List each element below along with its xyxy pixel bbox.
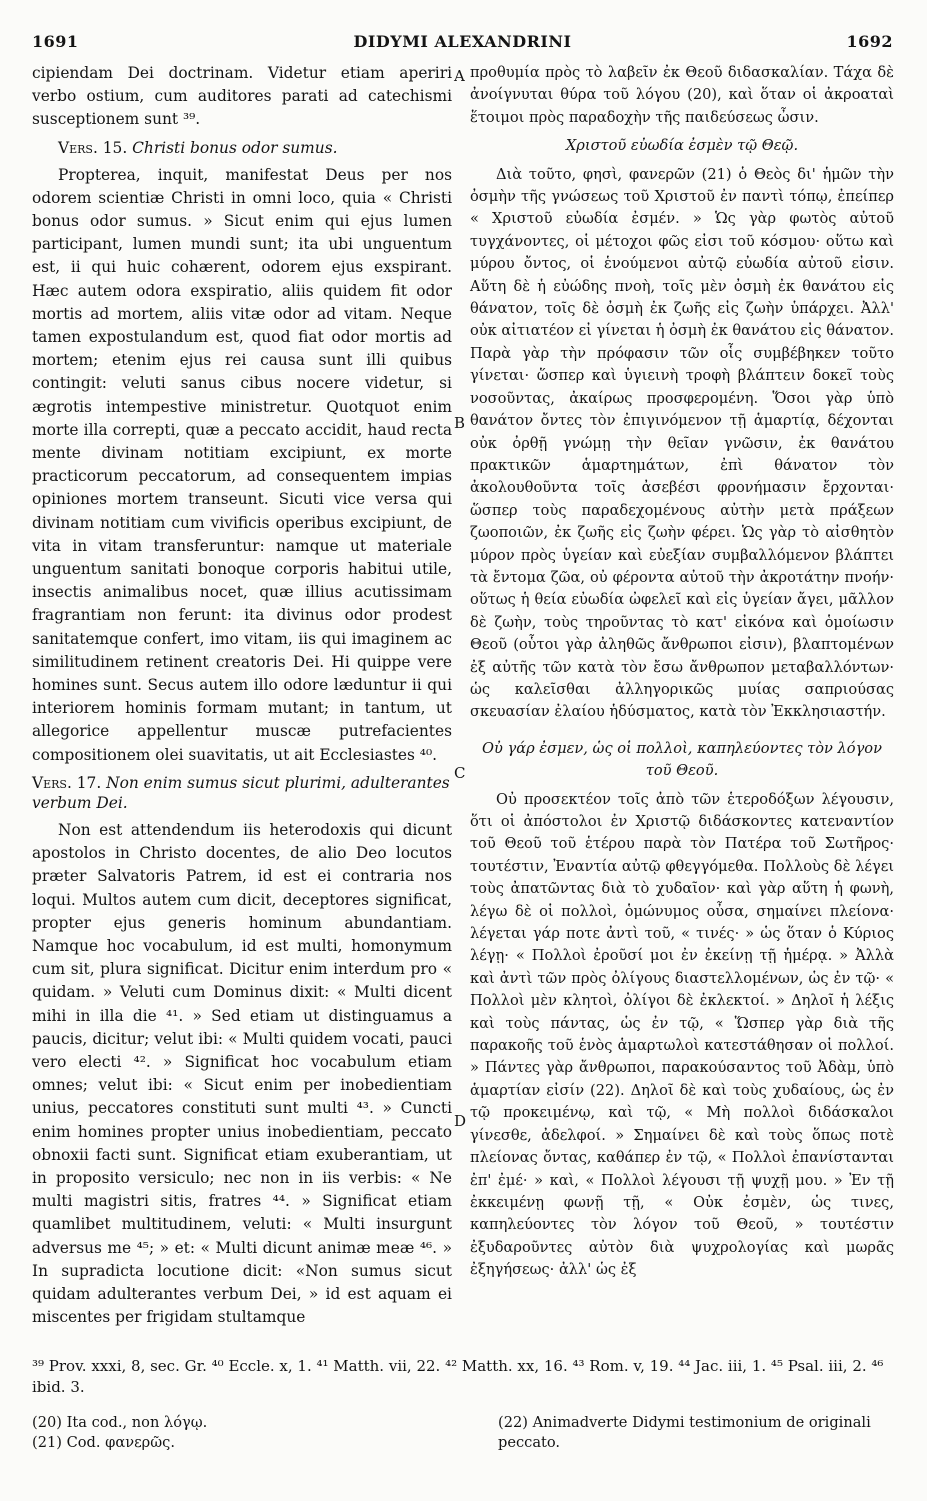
greek-paragraph-1: προθυμία πρὸς τὸ λαβεῖν ἐκ Θεοῦ διδασκαλίαν. Τάχα δὲ ἀνοίγνυται θύρα τοῦ λόγου (20), καὶ ὅταν οἱ ἀκροαταὶ ἕτοιμοι πρὸς παραδοχὴν τῆς παιδεύσεως ὦσιν. xyxy=(470,64,894,126)
page-number-left: 1691 xyxy=(32,32,79,51)
running-title: DIDYMI ALEXANDRINI xyxy=(353,32,572,51)
greek-paragraph-3: Οὐ προσεκτέον τοῖς ἀπὸ τῶν ἑτεροδόξων λέγουσιν, ὅτι οἱ ἀπόστολοι ἐν Χριστῷ διδάσκοντες κατεναντίον τοῦ Θεοῦ τοῦ ἑτέρου παρὰ τὸν Πατέρα τοῦ Σωτῆρος· τουτέστιν, Ἐναντία αὐτῷ φθεγγόμεθα. Πολλοὺς δὲ λέγει τοὺς ἀπατῶντας διὰ τὸ χυδαῖον· καὶ γὰρ αὕτη ἡ φωνὴ, λέγω δὲ οἱ πολλοὶ, ὁμώνυμος οὖσα, σημαίνει πλείονα· λέγεται γάρ ποτε ἀντὶ τοῦ, « τινές· » ὡς ὅταν ὁ Κύριος λέγῃ· « Πολλοὶ ἐροῦσί μοι ἐν ἐκείνῃ τῇ ἡμέρᾳ. » Ἀλλὰ καὶ ἀντὶ τῶν πρὸς ὀλίγους διαστελλομένων, ὡς ἐν τῷ· « Πολλοὶ μὲν κλητοὶ, ὀλίγοι δὲ ἐκλεκτοί. » Δηλοῖ ἡ λέξις καὶ τοὺς πάντας, ὡς ἐν τῷ, « Ὥσπερ γὰρ διὰ τῆς παρακοῆς τοῦ ἑνὸς ἁμαρτωλοὶ κατεστάθησαν οἱ πολλοί. » Πάντες γὰρ ἄνθρωποι, παρακούσαντος τοῦ Ἀδὰμ, ὑπὸ ἁμαρτίαν εἰσίν (22). Δηλοῖ δὲ καὶ τοὺς χυδαίους, ὡς ἐν τῷ προκειμένῳ, καὶ τῷ, « Μὴ πολλοὶ διδάσκαλοι γίνεσθε, ἀδελφοί. » Σημαίνει δὲ καὶ τοὺς ὅπως ποτὲ πλείονας ὄντας, καθάπερ ἐν τῷ, « Πολλοὶ ἐπανίστανται ἐπ' ἐμέ· » καὶ, « Πολλοὶ λέγουσι τῇ ψυχῇ μου. » Ἐν τῇ ἐκκειμένῃ φωνῇ τῇ, « Οὐκ ἐσμὲν, ὡς τινες, καπηλεύοντες τὸν λόγον τοῦ Θεοῦ, » τουτέστιν ἐξυδαροῦντες αὐτὸν διὰ ψυχρολογίας καὶ μωρᾶς ἐξηγήσεως· ἀλλ' ὡς ἐξ xyxy=(470,790,894,1279)
verse-heading-17 xyxy=(32,773,452,813)
page-number-right: 1692 xyxy=(846,32,893,51)
latin-paragraph-3: Non est attendendum iis heterodoxis qui dicunt apostolos in Christo docentes, de alio Deo locutos præter Salvatoris Patrem, id est ei contraria nos loqui. Multos autem cum dicit, deceptores significat, propter ejus generis hominum abundantiam. Namque hoc vocabulum, id est multi, homonymum cum sit, plura significat. Dicitur enim interdum pro « quidam. » Veluti cum Dominus dixit: « Multi dicent mihi in illa die ⁴¹. » Sed etiam ut distinguamus a paucis, dicitur; velut ibi: « Multi quidem vocati, pauci vero electi ⁴². » Significat hoc vocabulum etiam omnes; velut ibi: « Sicut enim per inobedientiam unius, peccatores constituti sunt multi ⁴³. » Cuncti enim homines propter unius inobedientiam, peccato obnoxii facti sunt. Significat etiam exuberantiam, ut in proposito versiculo; nec non in iis verbis: « Ne multi magistri sitis, fratres ⁴⁴. » Significat etiam quamlibet multitudinem, veluti: « Multi insurgunt adversus me ⁴⁵; » et: « Multi dicunt animæ meæ ⁴⁶. » In supradicta locutione dicit: «Non sumus sicut quidam adulterantes verbum Dei, » id est aquam ei miscentes per frigidam stultamque xyxy=(32,820,452,1327)
latin-paragraph-1: cipiendam Dei doctrinam. Videtur etiam aperiri verbo ostium, cum auditores parati ad catechismi susceptionem sunt ³⁹. xyxy=(32,64,452,129)
latin-column xyxy=(32,62,452,1329)
verse-text: Non enim sumus sicut plurimi, adulterantes verbum Dei. xyxy=(32,773,450,812)
latin-paragraph-2: Propterea, inquit, manifestat Deus per nos odorem scientiæ Christi in omni loco, quia « Christi bonus odor sumus. » Sicut enim qui ejus lumen participant, lumen mundi sunt; ita ubi unguentum est, ii qui huic cohærent, odorem ejus exspirant. Hæc autem odora exspiratio, aliis quidem fit odor mortis ad mortem, aliis vitæ odor ad vitam. Neque tamen expostulandum est, quod fiat odor mortis ad mortem; etenim ejus rei causa sunt illi quibus contingit: veluti sanus cibus nocere videtur, si ægrotis intempestive ministretur. Quotquot enim morte illa correpti, quæ a peccato accidit, haud recta mente divinam notitiam excipiunt, ex morte practicorum peccatorum, ad consequentem impias opiniones mortem transeunt. Sicuti vice versa qui divinam notitiam cum vivificis operibus excipiunt, de vita in vitam transferuntur: namque ut materiale unguentum sanitati bonoque corporis habitui utile, insectis animalibus nocet, quæ illius acutissimam fragrantiam non ferunt: ita divinus odor prodest sanitatemque confert, imo vitam, iis qui imaginem ac similitudinem retinent creatoris Dei. Hi quippe vere homines sunt. Secus autem illo odore læduntur ii qui interiorem hominis formam mutant; in tantum, ut allegorice appellentur muscæ putrefacientes compositionem olei suavitatis, ut ait Ecclesiastes ⁴⁰. xyxy=(32,165,452,764)
greek-verse-heading-1: Χριστοῦ εὐωδία ἐσμὲν τῷ Θεῷ. xyxy=(565,137,799,155)
greek-verse-heading-2: Οὐ γάρ ἐσμεν, ὡς οἱ πολλοὶ, καπηλεύοντες τὸν λόγον τοῦ Θεοῦ. xyxy=(482,739,882,780)
margin-mark-a: A xyxy=(454,67,465,85)
verse-text: Christi bonus odor sumus. xyxy=(132,138,338,157)
greek-paragraph-2: Διὰ τοῦτο, φησὶ, φανερῶν (21) ὁ Θεὸς δι' ἡμῶν τὴν ὀσμὴν τῆς γνώσεως τοῦ Χριστοῦ ἐν παντὶ τόπῳ, ἐπείπερ « Χριστοῦ εὐωδία ἐσμέν. » Ὡς γὰρ φωτὸς αὐτοῦ τυγχάνοντες, οἱ μέτοχοι φῶς εἰσι τοῦ κόσμου· οὕτω καὶ μύρου ὄντος, οἱ ἑνούμενοι αὐτῷ εὐωδία αὐτοῦ εἰσιν. Αὕτη δὲ ἡ εὐώδης πνοὴ, τοῖς μὲν ὀσμὴ ἐκ θανάτου εἰς θάνατον, τοῖς δὲ ὀσμὴ ἐκ ζωῆς εἰς ζωὴν ὑπάρχει. Ἀλλ' οὐκ αἰτιατέον εἰ γίνεται ἡ ὀσμὴ ἐκ θανάτου εἰς θάνατον. Παρὰ γὰρ τὴν πρόφασιν τῶν οἷς συμβέβηκεν τοῦτο γίνεται· ὥσπερ καὶ ὑγιεινὴ τροφὴ βλάπτειν δοκεῖ τοὺς νοσοῦντας, ἀκαίρως προσφερομένη. Ὅσοι γὰρ ὑπὸ θανάτον ὄντες τὸν ἐπιγινόμενον τῇ ἁμαρτίᾳ, δέχονται οὐκ ὀρθῇ γνώμῃ τὴν θεῖαν γνῶσιν, ἐκ θανάτου πρακτικῶν ἁμαρτημάτων, ἐπὶ θάνατον τὸν ἀκολουθοῦντα τοῖς ἀσεβέσι φρονήμασιν ἔρχονται· ὥσπερ τοὺς παραδεχομένους αὐτὴν μετὰ πράξεων ζωοποιῶν, ἐκ ζωῆς εἰς ζωὴν φέρει. Ὡς γὰρ τὸ αἰσθητὸν μύρον πρὸς ὑγείαν καὶ εὐεξίαν συμβαλλόμενον βλάπτει τὰ ἔντομα ζῶα, οὐ φέροντα αὐτοῦ τὴν ἀκροτάτην πνοήν· οὕτως ἡ θεία εὐωδία ὠφελεῖ καὶ εἰς ὑγείαν ἄγει, μᾶλλον δὲ ζωὴν, τοὺς τηροῦντας τὸ κατ' εἰκόνα καὶ ὁμοίωσιν Θεοῦ (οὗτοι γὰρ ἀληθῶς ἄνθρωποι εἰσιν), βλαπτομένων ἐξ αὐτῆς τῶν κατὰ τὸν ἔσω ἄνθρωπον μεταβαλλόντων· ὡς καλεῖσθαι ἀλληγορικῶς μυίας σαπριούσας σκευασίαν ἐλαίου ἡδύσματος, κατὰ τὸν Ἐκκλησιαστήν. xyxy=(470,165,894,721)
margin-mark-b: B xyxy=(454,414,466,432)
verse-heading-15 xyxy=(32,138,452,158)
verse-label: Vers. 17. xyxy=(32,773,102,792)
footnote-21: (21) Cod. φανερῶς. xyxy=(32,1434,175,1451)
scripture-references: ³⁹ Prov. xxxi, 8, sec. Gr. ⁴⁰ Eccle. x, 1. ⁴¹ Matth. vii, 22. ⁴² Matth. xx, 16. ⁴³ Rom. v, 19. ⁴⁴ Jac. iii, 1. ⁴⁵ Psal. iii, 2. ⁴⁶ ibid. 3. xyxy=(32,1357,884,1396)
footnote-20: (20) Ita cod., non λόγῳ. xyxy=(32,1414,208,1431)
verse-label: Vers. 15. xyxy=(58,138,128,157)
margin-marks xyxy=(452,62,470,1362)
page-header xyxy=(32,32,893,56)
margin-mark-c: C xyxy=(454,764,466,782)
footnote-22: (22) Animadverte Didymi testimonium de originali peccato. xyxy=(498,1414,871,1451)
margin-mark-d: D xyxy=(454,1112,467,1130)
greek-column xyxy=(470,62,894,1282)
